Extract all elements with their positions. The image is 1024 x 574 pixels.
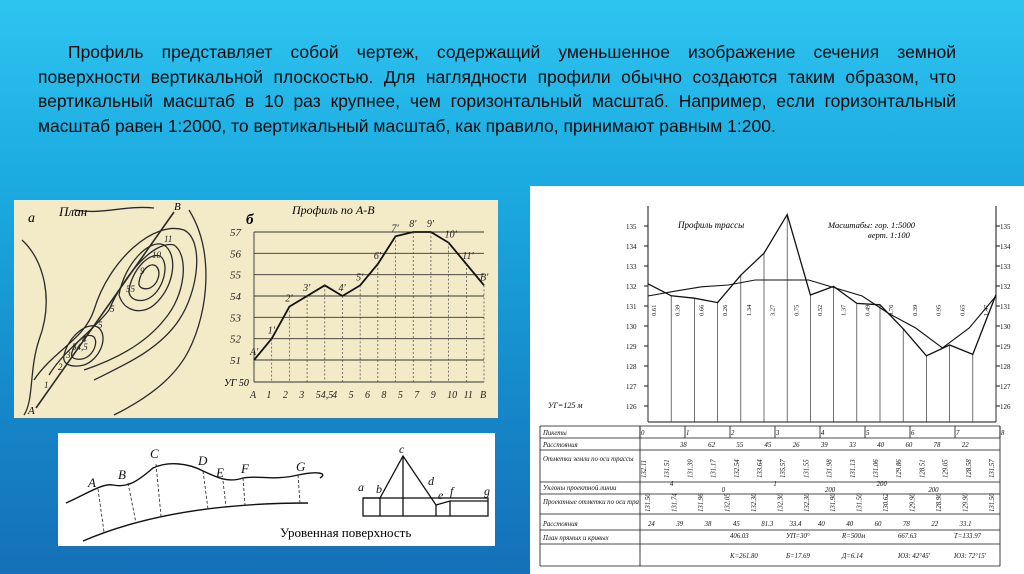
contour-label: 9 <box>140 266 145 276</box>
route-title: Профиль трассы <box>678 220 745 230</box>
slope-cell: 200 <box>876 481 887 488</box>
ground-mark-cell: 131.06 <box>873 459 880 478</box>
plan-value-cell: УП=30° <box>786 533 810 540</box>
y-right-tick: 129 <box>1000 343 1011 351</box>
cut-label: 1.47 <box>983 304 990 316</box>
distance2-cell: 40 <box>846 521 854 528</box>
distance2-cell: 78 <box>903 521 910 528</box>
distance2-cell: 39 <box>676 521 684 528</box>
contour-label: 55 <box>126 284 135 294</box>
plan-value-cell: ЮЗ: 42°45' <box>898 553 931 560</box>
contour-label: 10 <box>152 250 161 260</box>
ground-mark-cell: 132.54 <box>733 459 741 478</box>
distance2-cell: 40 <box>818 521 825 528</box>
design-mark-cell: 131.74 <box>671 493 679 512</box>
cut-label: 0.75 <box>793 304 801 316</box>
slope-cell: 4 <box>670 481 674 488</box>
distance-cell: 78 <box>933 442 941 449</box>
table-row-label: Уклоны проектной линии <box>543 485 617 492</box>
surface-point: F <box>241 461 249 476</box>
small-point: c <box>399 442 405 456</box>
ground-mark-cell: 131.51 <box>664 459 672 478</box>
profile-point-label: B' <box>480 272 489 284</box>
y-left-tick: 130 <box>626 323 637 331</box>
profile-point-label: 11' <box>462 251 474 262</box>
distance-cell: 55 <box>736 442 744 449</box>
x-tick: 9 <box>430 390 436 401</box>
design-mark-cell: 129.90 <box>962 493 970 512</box>
x-tick: 7 <box>414 390 420 401</box>
surface-point: B <box>118 467 126 482</box>
cut-label: 0.95 <box>935 304 943 316</box>
distance2-cell: 60 <box>874 521 882 528</box>
table-row-label: Пикеты <box>543 430 567 437</box>
cut-label: 0.61 <box>651 304 658 316</box>
cut-label: 3.27 <box>769 304 777 316</box>
ground-mark-cell: 131.17 <box>710 459 718 478</box>
distance-cell: 22 <box>961 442 969 449</box>
small-point: g <box>484 484 490 498</box>
distance2-cell: 81.3 <box>761 521 774 528</box>
ground-mark-cell: 129.05 <box>942 459 950 478</box>
small-point: a <box>358 480 364 494</box>
distance2-cell: 38 <box>704 521 712 528</box>
y-right-tick: 134 <box>1000 243 1011 251</box>
plan-title: План <box>59 204 88 219</box>
picket-label: 6 <box>911 430 915 437</box>
x-tick: 2 <box>282 390 288 401</box>
label-a: а <box>28 211 35 226</box>
slope-cell: 1 <box>773 481 777 488</box>
distance2-cell: 24 <box>648 521 655 528</box>
distance-cell: 40 <box>877 442 885 449</box>
picket-label: 2 <box>731 430 735 437</box>
ground-mark-cell: 131.57 <box>989 459 996 478</box>
x-tick: 10 <box>447 390 458 401</box>
distance-cell: 62 <box>708 442 715 449</box>
plan-value-cell: Т=133.97 <box>954 533 982 540</box>
ground-mark-cell: 128.51 <box>919 459 927 478</box>
picket-label: 0 <box>641 430 645 437</box>
label-b: б <box>246 212 254 228</box>
contour-label: 1 <box>44 380 49 390</box>
profile-point-label: 8' <box>409 219 417 230</box>
small-point: b <box>376 482 382 496</box>
contour-label: 2 <box>58 362 63 372</box>
ground-mark-cell: 128.58 <box>965 459 973 478</box>
y-right-tick: 127 <box>1000 383 1011 391</box>
x-tick: A <box>250 390 257 401</box>
small-point: e <box>438 488 444 502</box>
plan-value-cell: К=261.80 <box>730 553 758 560</box>
plan-value-cell: 406.03 <box>730 533 749 540</box>
distance2-cell: 45 <box>733 521 740 528</box>
slope-cell: 200 <box>928 487 939 494</box>
profile-point-label: 5' <box>356 272 364 284</box>
surface-point: D <box>198 453 208 468</box>
ground-mark-cell: 132.11 <box>641 459 648 478</box>
slope-cell: 200 <box>825 487 836 494</box>
x-tick: 8 <box>381 390 387 401</box>
plan-value-cell: R=500м <box>842 533 866 540</box>
profile-point-label: 2' <box>285 293 293 305</box>
cut-label: 0.39 <box>911 304 919 316</box>
contour-label: 5 <box>110 304 115 314</box>
contour-label: 54,5 <box>72 342 88 352</box>
distance-cell: 60 <box>905 442 913 449</box>
y-tick: 51 <box>230 355 241 367</box>
y-right-tick: 135 <box>1000 223 1011 231</box>
y-tick: 56 <box>230 248 241 261</box>
design-mark-cell: 131.50 <box>645 493 652 512</box>
y-right-tick: 128 <box>1000 363 1011 371</box>
distance2-cell: 33.1 <box>959 521 972 528</box>
scales-line1: Масштабы: гор. 1:5000 <box>828 220 916 230</box>
design-mark-cell: 129.90 <box>909 493 917 512</box>
profile-point-label: 3' <box>303 283 311 294</box>
slope-cell: 0 <box>721 487 726 494</box>
distance-cell: 33 <box>849 442 856 449</box>
profile-point-label: 4' <box>338 283 346 294</box>
design-mark-cell: 130.62 <box>883 493 891 512</box>
y-left-tick: 133 <box>626 263 637 271</box>
cut-label: 0.39 <box>674 304 682 316</box>
profile-point-label: 7' <box>391 223 399 235</box>
y-tick: 54 <box>230 291 241 303</box>
table-row-label: Отметки земли по оси трассы <box>543 456 634 463</box>
ground-mark-cell: 131.13 <box>849 459 857 478</box>
profile-point-label: 6' <box>373 251 381 262</box>
y-right-tick: 130 <box>1000 323 1011 331</box>
plan-value-cell: Б=17.69 <box>786 553 810 560</box>
y-tick: 53 <box>230 312 241 325</box>
y-left-tick: 128 <box>626 363 637 371</box>
surface-point: E <box>216 465 224 480</box>
profile-title: Профиль по А-В <box>292 203 375 217</box>
y-tick: 52 <box>230 333 241 346</box>
x-tick: 3 <box>299 390 305 401</box>
distance-cell: 45 <box>764 442 772 449</box>
cut-label: 0.26 <box>722 304 730 316</box>
plan-value-cell: ЮЗ: 72°15' <box>954 553 987 560</box>
y-tick: 57 <box>230 227 241 239</box>
route-profile-figure <box>530 186 1024 574</box>
picket-label: 4 <box>821 430 825 437</box>
picket-label: 5 <box>866 430 870 437</box>
y-right-tick: 132 <box>1000 283 1011 291</box>
ground-mark-cell: 131.39 <box>687 459 695 478</box>
surface-point: G <box>296 459 306 474</box>
contour-label: 4 <box>82 334 87 344</box>
design-mark-cell: 132.30 <box>777 493 785 512</box>
small-point: d <box>428 474 434 488</box>
profile-point-label: 9' <box>426 219 435 230</box>
ground-mark-cell: 135.57 <box>780 459 788 478</box>
design-mark-cell: 132.30 <box>803 493 811 512</box>
x-tick: 5 <box>348 390 354 401</box>
contour-label: 5 <box>98 320 103 330</box>
distance-cell: 38 <box>680 442 687 449</box>
profile-point-label: A' <box>250 347 259 358</box>
surface-point: C <box>150 446 159 461</box>
ground-mark-cell: 129.86 <box>896 459 904 478</box>
x-tick: 4 <box>332 390 338 401</box>
y-tick: 55 <box>230 269 241 282</box>
point-A: A <box>28 405 35 417</box>
ground-mark-cell: 131.55 <box>803 459 811 478</box>
y-left-tick: 132 <box>626 283 637 291</box>
cut-label: 0.52 <box>817 304 824 316</box>
point-B: B <box>174 201 181 213</box>
picket-label: 7 <box>956 430 960 437</box>
y-right-tick: 126 <box>1000 403 1011 411</box>
y-left-tick: 135 <box>626 223 637 231</box>
route-ug: УГ=125 м <box>548 401 583 410</box>
design-mark-cell: 131.50 <box>989 493 996 512</box>
cut-label: 0.76 <box>888 304 896 316</box>
plan-value-cell: 667.63 <box>898 533 917 540</box>
cut-label: 1.37 <box>840 304 848 316</box>
x-tick: 11 <box>463 390 473 401</box>
design-mark-cell: 131.96 <box>697 493 705 512</box>
table-row-label: Проектные отметки по оси тра <box>543 499 639 506</box>
x-tick: B <box>480 390 487 401</box>
y-left-tick: 126 <box>626 403 637 411</box>
cut-label: 1.34 <box>745 304 753 316</box>
small-point: f <box>450 484 454 498</box>
picket-label: 8 <box>1001 430 1005 437</box>
y-left-tick: 131 <box>626 303 637 311</box>
x-tick: 54,5 <box>315 390 334 401</box>
design-mark-cell: 132.05 <box>724 493 732 512</box>
distance-cell: 26 <box>792 442 800 449</box>
plan-profile-figure <box>14 200 498 418</box>
contour-label: 11 <box>164 234 173 244</box>
cut-label: 0.65 <box>959 304 967 316</box>
ground-mark-cell: 133.64 <box>757 459 764 478</box>
surface-caption: Уровенная поверхность <box>280 525 412 540</box>
y-left-tick: 129 <box>626 343 637 351</box>
table-row-label: Расстояния <box>543 442 578 449</box>
table-row-label: План прямых и кривых <box>543 535 609 542</box>
picket-label: 1 <box>686 430 690 437</box>
x-tick: 5 <box>397 390 403 401</box>
cut-label: 0.66 <box>698 304 706 316</box>
x-tick: 6 <box>365 390 370 401</box>
design-mark-cell: 131.90 <box>830 493 838 512</box>
profile-point-label: 1' <box>267 325 275 337</box>
ug-label: УГ 50 <box>224 378 249 389</box>
design-mark-cell: 128.90 <box>936 493 944 512</box>
x-tick: 1 <box>266 390 272 401</box>
table-row-label: Расстояния <box>543 521 578 528</box>
distance2-cell: 33.4 <box>789 521 802 528</box>
picket-label: 3 <box>776 430 780 437</box>
y-left-tick: 134 <box>626 243 637 251</box>
cut-label: 0.49 <box>864 304 872 316</box>
contour-label: 3 <box>66 350 71 360</box>
design-mark-cell: 131.50 <box>856 493 864 512</box>
distance-cell: 39 <box>820 442 828 449</box>
slide-paragraph: Профиль представляет собой чертеж, содержащий уменьшенное изображение сечения земной поверхности вертикальной плоскостью. Для наглядности профили обычно создаются таким образом, что вертикальный масштаб в 10 раз крупнее, чем горизонтальный масштаб. Например, если горизонтальный масштаб равен 1:2000, то вертикальный масштаб, как правило, принимают равным 1:200. <box>38 42 956 136</box>
surface-figure <box>58 433 495 546</box>
y-left-tick: 127 <box>626 383 637 391</box>
design-mark-cell: 132.30 <box>750 493 758 512</box>
ground-mark-cell: 131.98 <box>826 459 834 478</box>
plan-value-cell: Д=6.14 <box>842 553 863 560</box>
profile-point-label: 10' <box>444 229 457 241</box>
scales-line2: верт. 1:100 <box>868 230 910 240</box>
y-right-tick: 131 <box>1000 303 1011 311</box>
distance2-cell: 22 <box>931 521 939 528</box>
surface-point: A <box>88 475 96 490</box>
y-right-tick: 133 <box>1000 263 1011 271</box>
